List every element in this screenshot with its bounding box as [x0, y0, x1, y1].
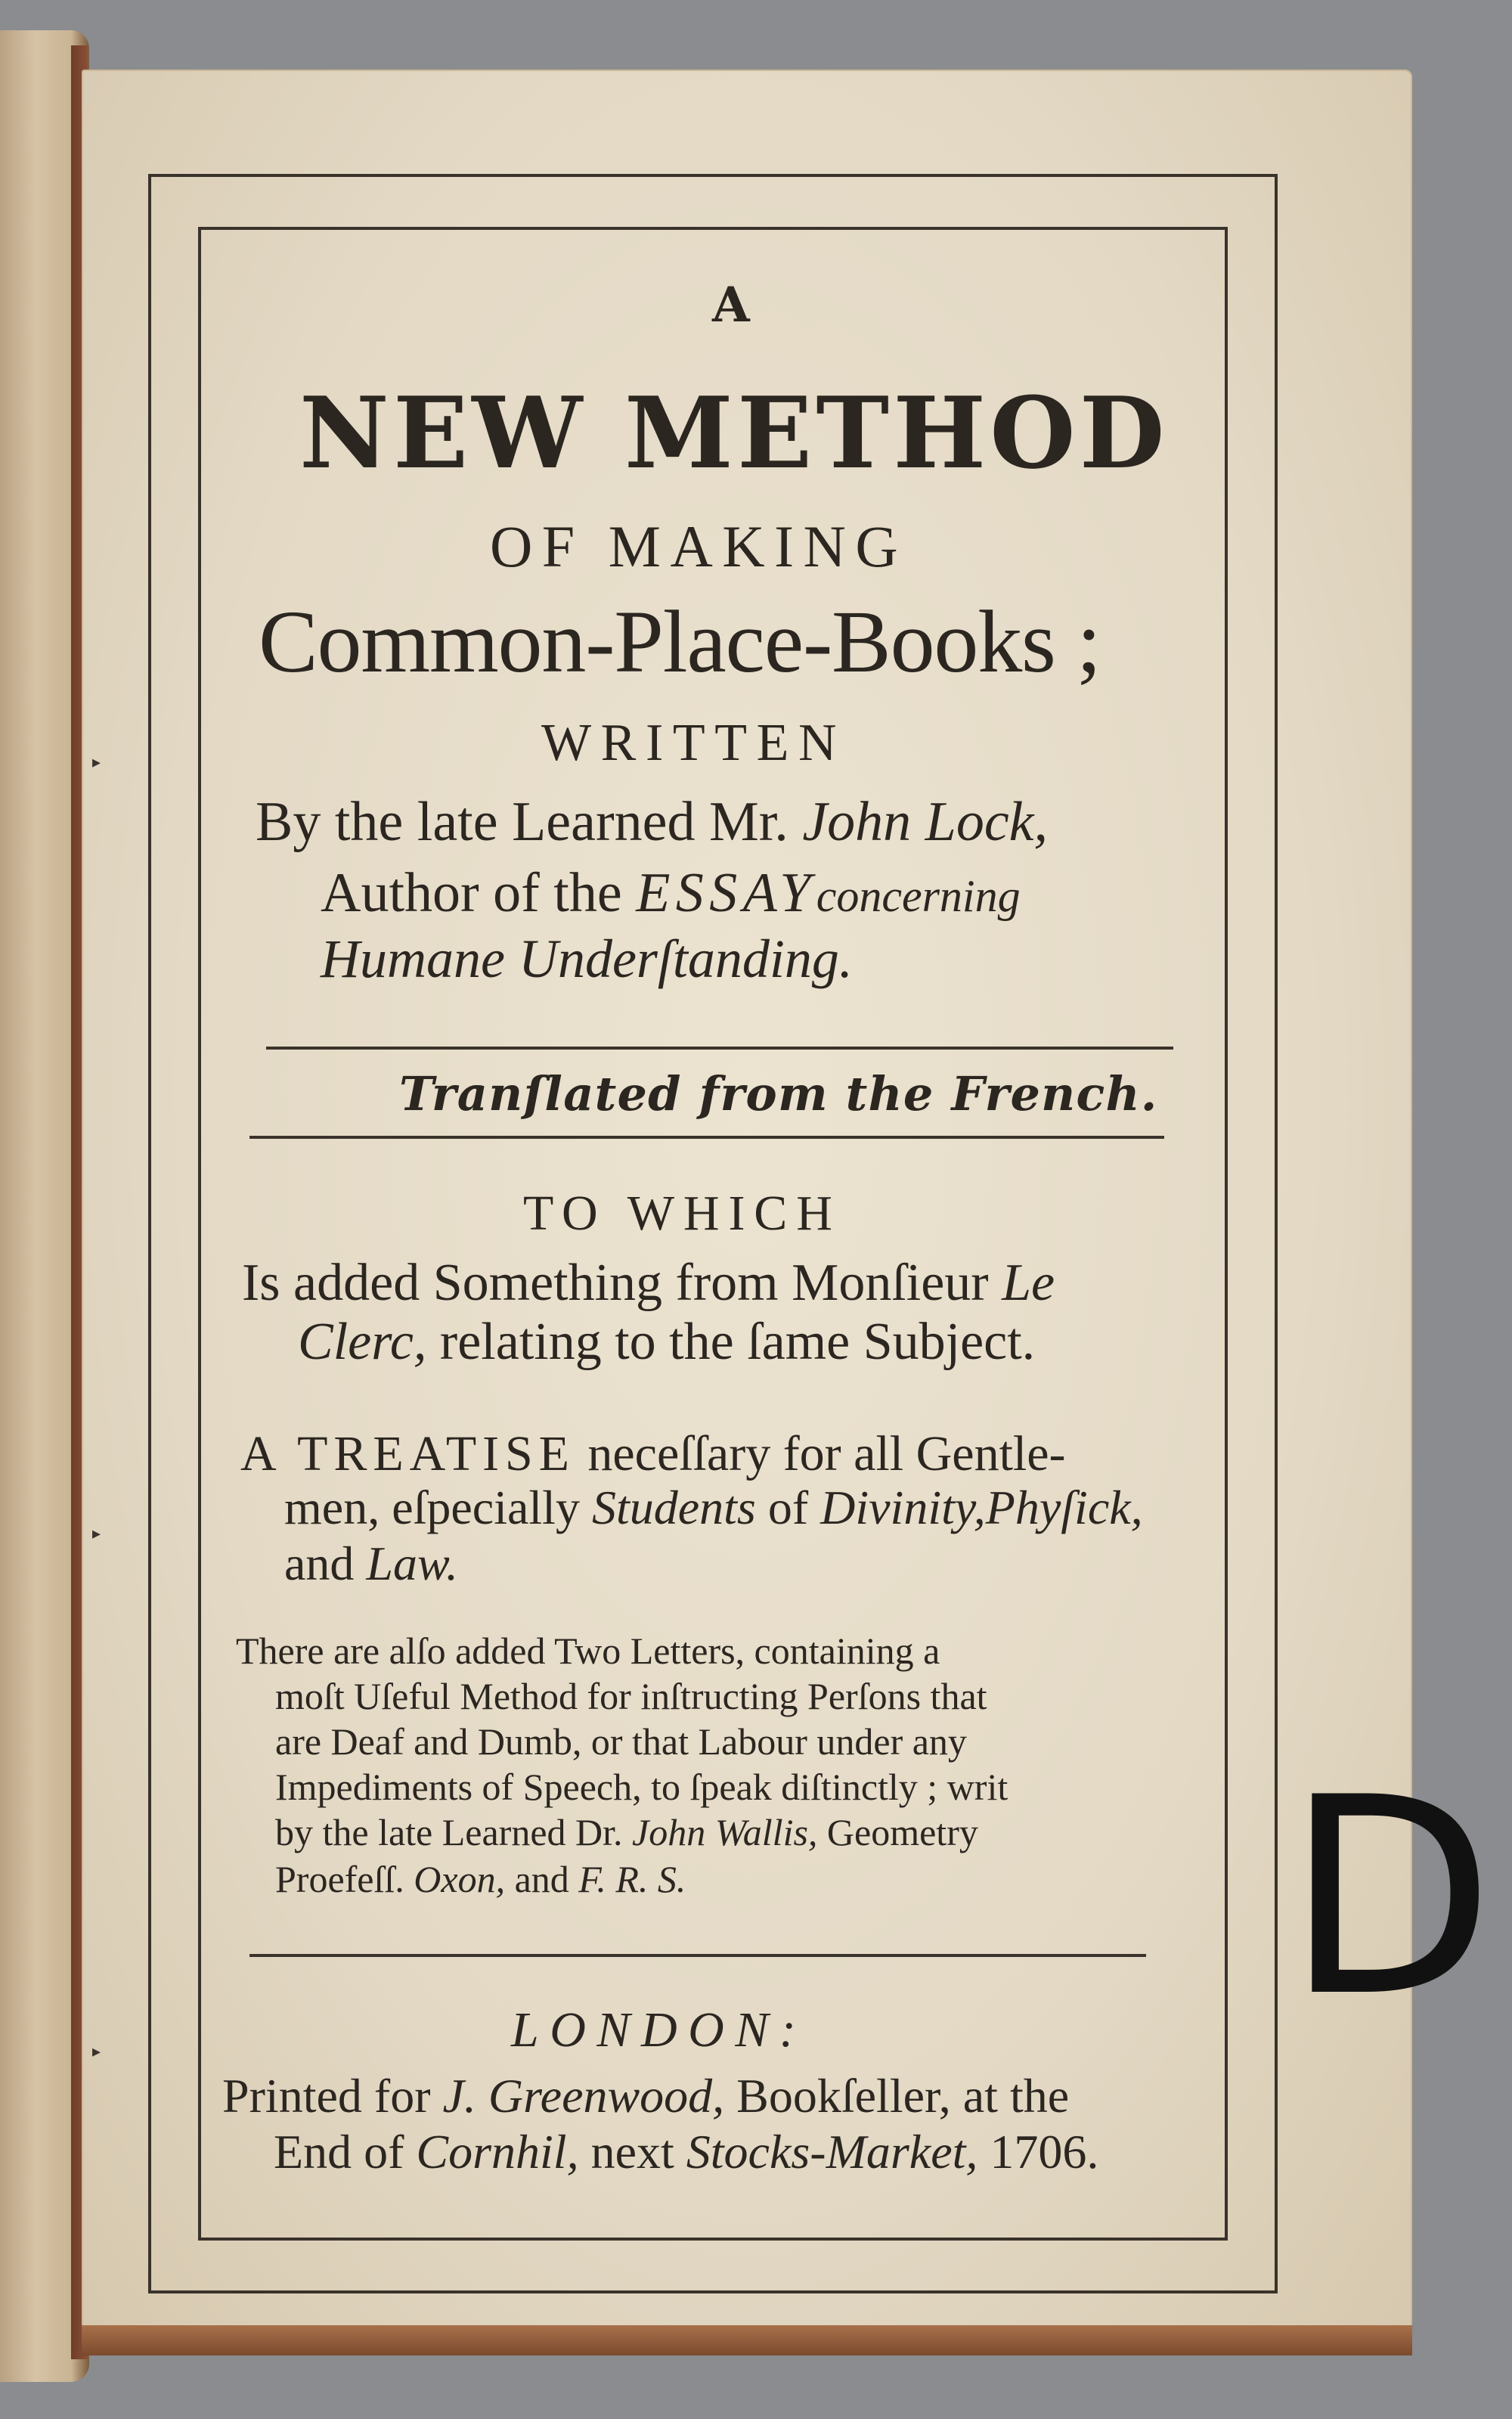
margin-mark: ▸: [92, 2042, 101, 2061]
imprint-bookseller: Bookſeller, at the: [736, 2069, 1070, 2123]
author-name: John Lock,: [802, 791, 1049, 853]
added-subject: relating to the ſame Subject.: [439, 1313, 1036, 1371]
letters-line-1: There are alſo added Two Letters, containing a: [236, 1630, 940, 1672]
added-line-2: [298, 1313, 1036, 1371]
treatise-of: of: [767, 1481, 809, 1534]
added-line-1: [242, 1254, 1055, 1312]
letters-frs: F. R. S.: [578, 1858, 686, 1900]
author-of: Author of the: [321, 862, 622, 924]
subtitle-commonplace-books: Common-Place-Books ;: [259, 592, 1101, 691]
treatise-students: Students: [591, 1481, 756, 1534]
margin-mark: ▸: [92, 1524, 101, 1543]
imprint-year: 1706.: [990, 2125, 1099, 2179]
letters-line-5: [275, 1813, 978, 1851]
essay-word: ESSAY: [636, 862, 816, 924]
library-stamp-letter: D: [1285, 1739, 1495, 2056]
title-article: A: [712, 277, 751, 333]
treatise-line-2: [284, 1481, 1143, 1534]
written-heading: WRITTEN: [541, 714, 847, 772]
divider-rule: [249, 1136, 1164, 1139]
main-title: NEW METHOD: [299, 375, 1169, 491]
author-line: [256, 791, 1049, 853]
imprint-end-of: End of: [274, 2125, 404, 2179]
letters-by: by the late Learned Dr.: [275, 1811, 623, 1853]
imprint-stocks-market: Stocks-Market,: [686, 2125, 978, 2179]
imprint-greenwood: J. Greenwood,: [442, 2069, 725, 2123]
page-bottom-edge: [82, 2325, 1412, 2355]
treatise-law: Law.: [366, 1537, 458, 1590]
divider-rule: [249, 1954, 1146, 1957]
treatise-line-3: [284, 1537, 458, 1590]
author-of-line: [321, 862, 1021, 924]
author-by: By the late Learned Mr.: [256, 791, 789, 853]
treatise-necessary: neceſſary for all Gentle-: [587, 1426, 1066, 1481]
imprint-line-1: [222, 2069, 1070, 2123]
concerning-word: concerning: [816, 871, 1021, 921]
translated-line: Tranſlated from the French.: [399, 1066, 1158, 1121]
treatise-divinity: Divinity,Phyſick,: [820, 1481, 1143, 1534]
treatise-men: men, eſpecially: [284, 1481, 580, 1534]
treatise-line-1: [240, 1426, 1066, 1481]
to-which-heading: TO WHICH: [523, 1186, 841, 1241]
imprint-next: next: [590, 2125, 674, 2179]
humane-understanding: Humane Underſtanding.: [321, 929, 853, 989]
imprint-cornhil: Cornhil,: [416, 2125, 579, 2179]
letters-line-3: are Deaf and Dumb, or that Labour under any: [275, 1720, 967, 1763]
letters-proefess: Proefeſſ.: [275, 1858, 404, 1900]
letters-wallis: John Wallis,: [632, 1811, 818, 1853]
treatise-and: and: [284, 1537, 355, 1590]
added-clerc: Clerc,: [298, 1313, 427, 1371]
subtitle-of-making: OF MAKING: [490, 513, 908, 579]
letters-line-6: [275, 1860, 686, 1898]
letters-line-2: moſt Uſeful Method for inſtructing Perſons that: [275, 1675, 987, 1717]
imprint-printed-for: Printed for: [222, 2069, 431, 2123]
letters-and: and: [514, 1858, 569, 1900]
imprint-london: LONDON:: [511, 2002, 807, 2058]
letters-geometry: Geometry: [826, 1811, 978, 1853]
added-le: Le: [1002, 1254, 1055, 1312]
margin-mark: ▸: [92, 752, 101, 771]
imprint-line-2: [274, 2125, 1099, 2179]
letters-oxon: Oxon,: [414, 1858, 506, 1900]
letters-line-4: Impediments of Speech, to ſpeak diſtinctly ; writ: [275, 1766, 1009, 1808]
divider-rule: [266, 1047, 1173, 1050]
treatise-heading: A TREATISE: [240, 1426, 575, 1481]
added-text: Is added Something from Monſieur: [242, 1254, 989, 1312]
